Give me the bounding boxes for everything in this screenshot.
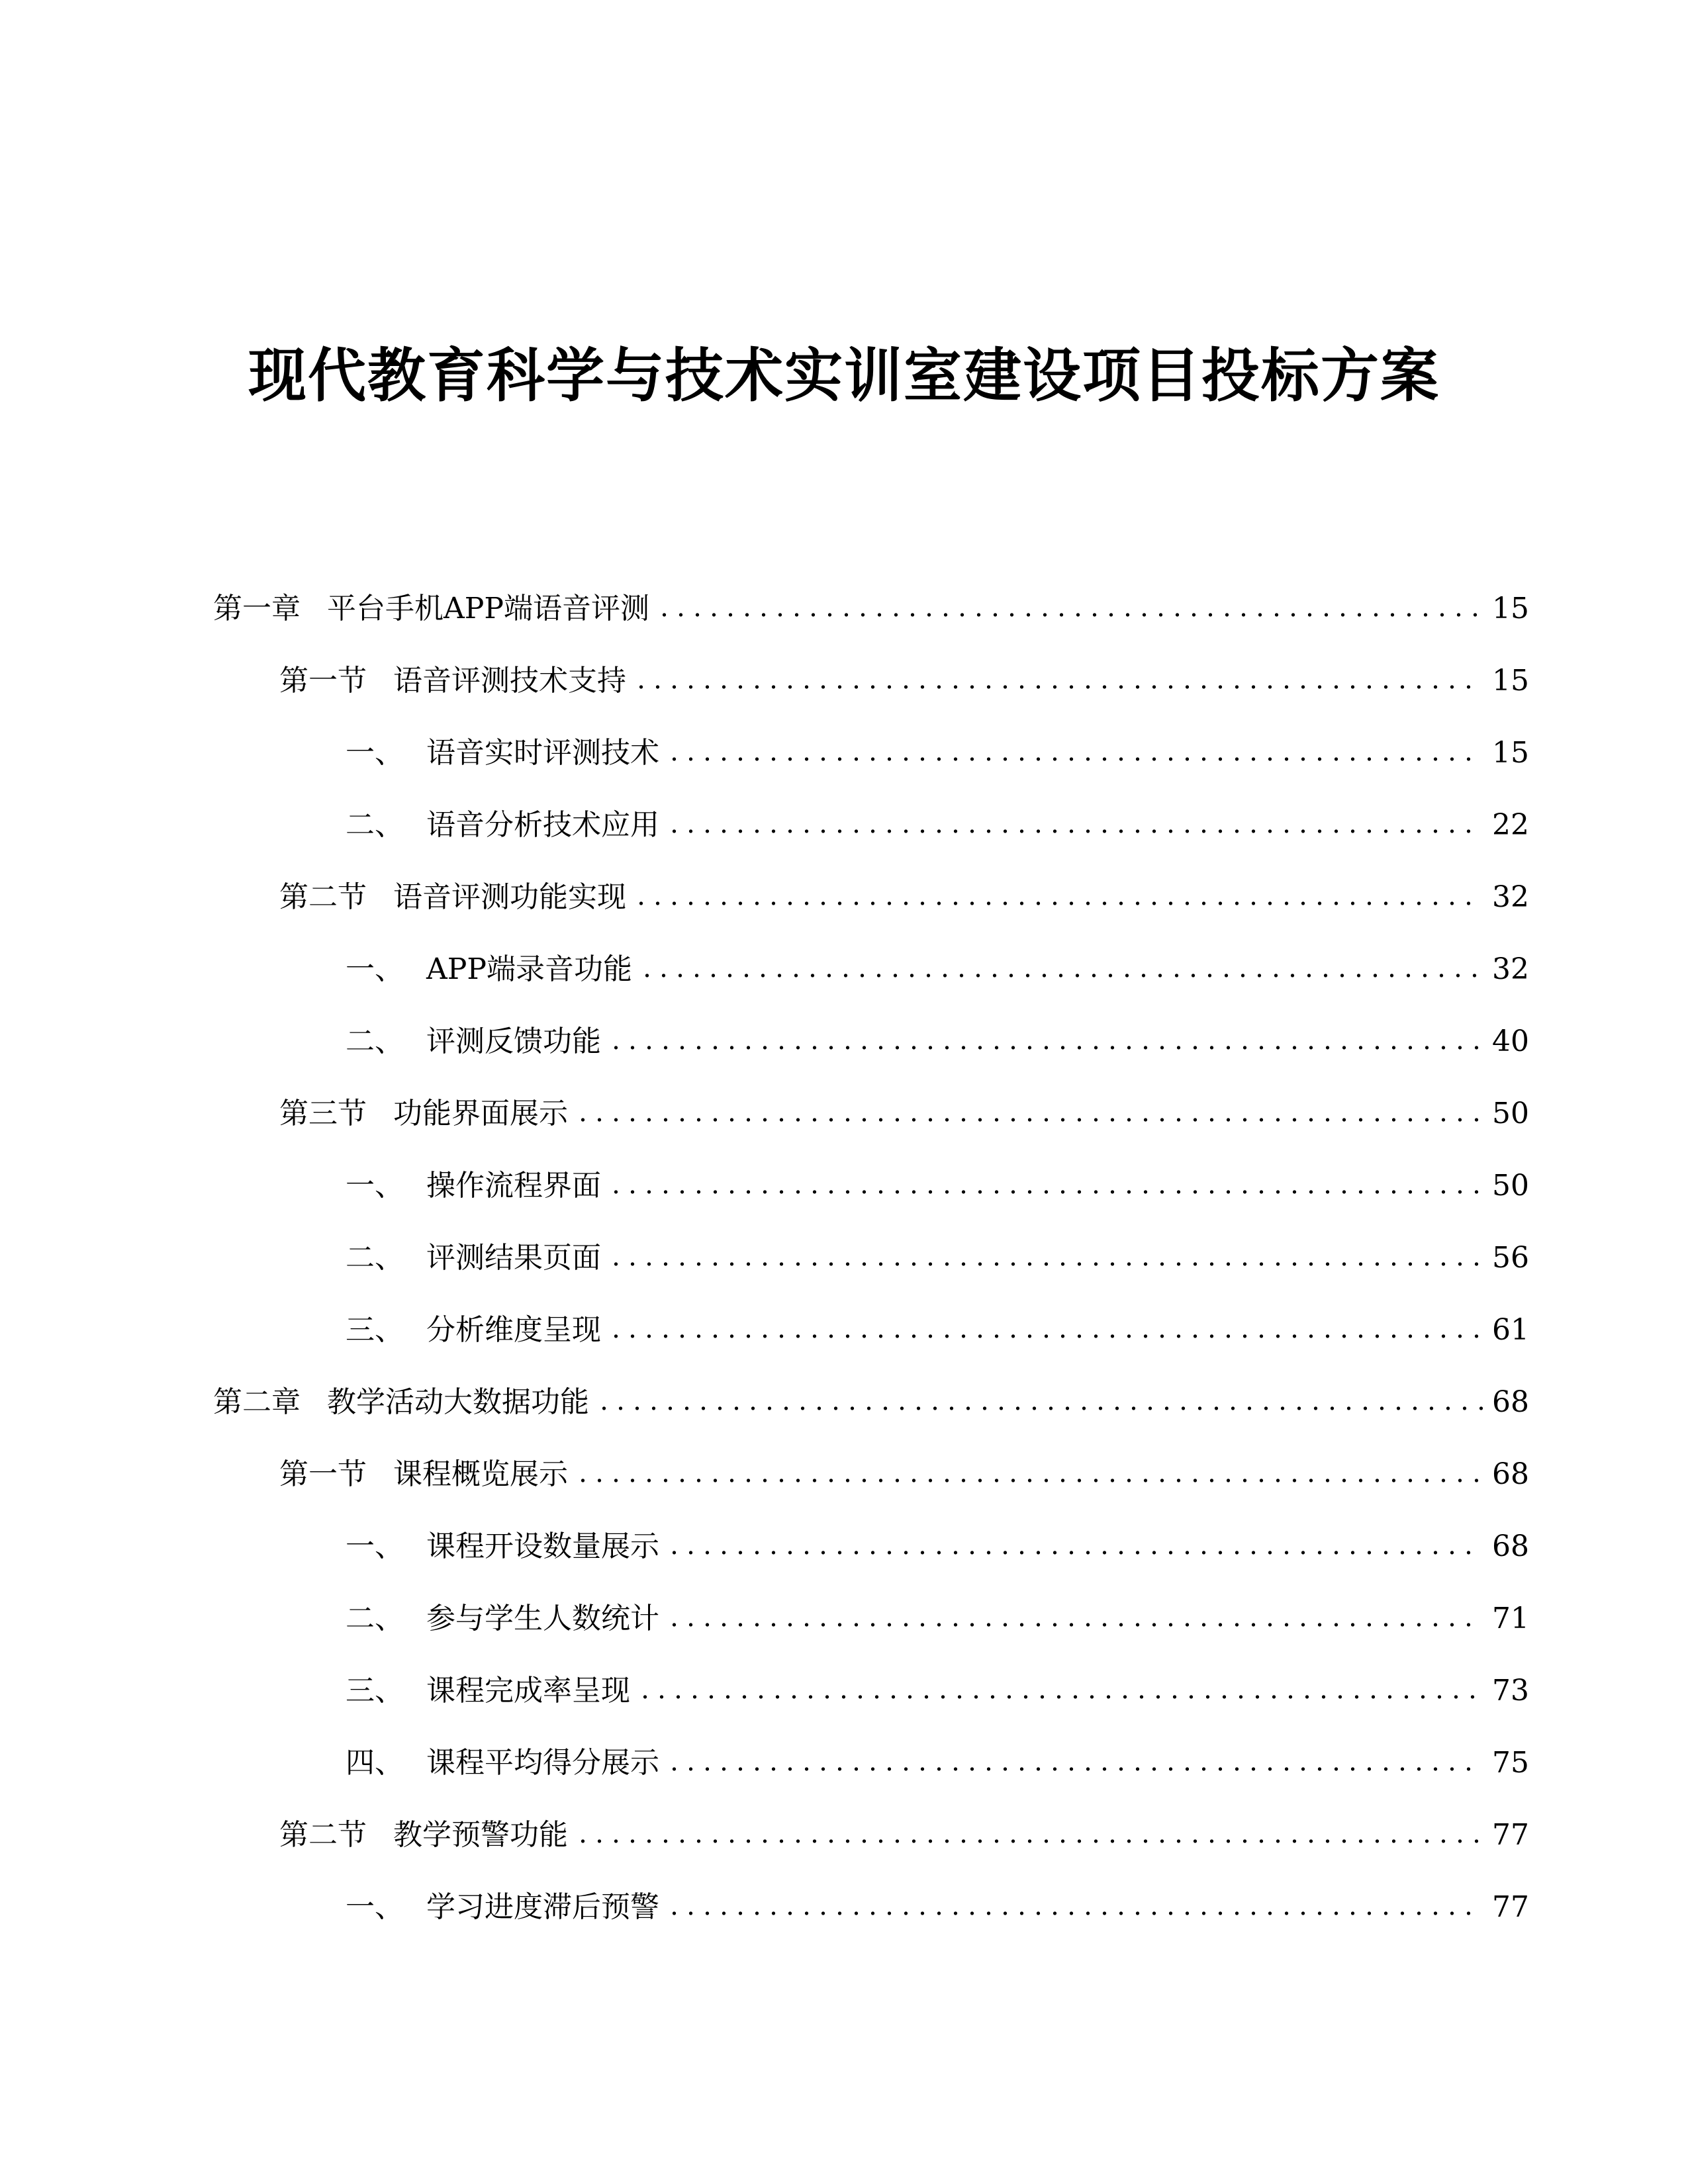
toc-entry-page: 71 (1492, 1602, 1529, 1635)
toc-entry-number: 第二节 (279, 1818, 367, 1852)
toc-entry[interactable] (346, 1742, 1529, 1784)
toc-entry[interactable] (279, 1453, 1529, 1496)
toc-entry-number: 一、 (346, 952, 404, 986)
dot-leader (608, 1334, 1483, 1338)
dot-leader (666, 1551, 1483, 1555)
toc-entry-title: 操作流程界面 (426, 1169, 601, 1203)
toc-entry-number: 三、 (346, 1313, 404, 1347)
toc-entry-title: 语音评测技术支持 (393, 664, 626, 698)
toc-entry-title: 参与学生人数统计 (426, 1602, 659, 1635)
toc-entry-title: 分析维度呈现 (426, 1313, 601, 1347)
toc-entry-page: 32 (1492, 880, 1529, 914)
dot-leader (666, 1767, 1483, 1771)
toc-entry-page: 68 (1492, 1385, 1529, 1419)
toc-entry-page: 15 (1492, 664, 1529, 698)
toc-entry[interactable] (279, 1814, 1529, 1856)
toc-entry-title: 课程完成率呈现 (426, 1674, 630, 1707)
toc-entry[interactable] (346, 1309, 1529, 1351)
toc-entry-page: 77 (1492, 1890, 1529, 1924)
toc-entry-page: 68 (1492, 1529, 1529, 1563)
toc-entry-page: 15 (1492, 592, 1529, 625)
toc-entry-page: 22 (1492, 808, 1529, 842)
toc-entry-number: 一、 (346, 736, 404, 770)
toc-entry-number: 第二节 (279, 880, 367, 914)
toc-entry[interactable] (279, 1093, 1529, 1135)
toc-entry-page: 56 (1492, 1241, 1529, 1275)
toc-entry[interactable] (213, 588, 1529, 630)
toc-entry-page: 40 (1492, 1024, 1529, 1058)
dot-leader (666, 1911, 1483, 1915)
toc-entry-title: 课程概览展示 (393, 1457, 568, 1491)
toc-entry-page: 61 (1492, 1313, 1529, 1347)
toc-entry[interactable] (346, 1886, 1529, 1929)
toc-entry-number: 一、 (346, 1529, 404, 1563)
toc-entry-page: 75 (1492, 1746, 1529, 1780)
toc-entry[interactable] (346, 948, 1529, 991)
toc-entry-number: 第一章 (213, 592, 301, 625)
toc-entry[interactable] (346, 1237, 1529, 1279)
toc-entry[interactable] (346, 1670, 1529, 1712)
toc-entry-number: 第一节 (279, 1457, 367, 1491)
toc-entry[interactable] (346, 1598, 1529, 1640)
toc-entry-page: 50 (1492, 1169, 1529, 1203)
toc-entry-page: 77 (1492, 1818, 1529, 1852)
toc-entry[interactable] (346, 1021, 1529, 1063)
toc-entry-page: 32 (1492, 952, 1529, 986)
dot-leader (575, 1118, 1483, 1122)
toc-entry[interactable] (213, 1381, 1529, 1424)
toc-entry-number: 第一节 (279, 664, 367, 698)
toc-entry-title: 功能界面展示 (393, 1097, 568, 1130)
toc-entry-number: 一、 (346, 1169, 404, 1203)
toc-entry-title: 教学预警功能 (393, 1818, 568, 1852)
dot-leader (639, 974, 1483, 978)
dot-leader (575, 1839, 1483, 1843)
toc-entry-number: 二、 (346, 1241, 404, 1275)
dot-leader (633, 901, 1483, 905)
dot-leader (608, 1262, 1483, 1266)
toc-entry-title: 平台手机APP端语音评测 (327, 592, 649, 625)
document-title: 现代教育科学与技术实训室建设项目投标方案 (248, 341, 1440, 410)
dot-leader (637, 1695, 1483, 1699)
toc-entry[interactable] (279, 876, 1529, 919)
toc-entry-number: 四、 (346, 1746, 404, 1780)
dot-leader (666, 829, 1483, 833)
toc-entry-title: 语音评测功能实现 (393, 880, 626, 914)
toc-entry-number: 二、 (346, 1602, 404, 1635)
dot-leader (608, 1190, 1483, 1194)
toc-entry-title: 课程开设数量展示 (426, 1529, 659, 1563)
toc-entry-number: 第二章 (213, 1385, 301, 1419)
toc-entry-page: 68 (1492, 1457, 1529, 1491)
dot-leader (633, 685, 1483, 689)
dot-leader (608, 1046, 1483, 1050)
dot-leader (596, 1406, 1483, 1410)
dot-leader (666, 1623, 1483, 1627)
dot-leader (575, 1479, 1483, 1482)
toc-entry-title: APP端录音功能 (426, 952, 632, 986)
toc-entry-title: 语音实时评测技术 (426, 736, 659, 770)
toc-entry-number: 二、 (346, 1024, 404, 1058)
dot-leader (666, 757, 1483, 761)
toc-entry-title: 评测结果页面 (426, 1241, 601, 1275)
toc-entry-page: 15 (1492, 736, 1529, 770)
toc-entry-title: 评测反馈功能 (426, 1024, 601, 1058)
toc-entry[interactable] (346, 1525, 1529, 1568)
toc-entry-title: 教学活动大数据功能 (327, 1385, 589, 1419)
toc-entry-number: 三、 (346, 1674, 404, 1707)
toc-entry-number: 第三节 (279, 1097, 367, 1130)
dot-leader (656, 613, 1483, 617)
toc-entry-title: 课程平均得分展示 (426, 1746, 659, 1780)
toc-entry-title: 语音分析技术应用 (426, 808, 659, 842)
toc-entry-page: 73 (1492, 1674, 1529, 1707)
toc-entry-number: 二、 (346, 808, 404, 842)
toc-entry[interactable] (279, 660, 1529, 702)
toc-entry-number: 一、 (346, 1890, 404, 1924)
toc-entry[interactable] (346, 732, 1529, 774)
toc-entry-title: 学习进度滞后预警 (426, 1890, 659, 1924)
toc-entry[interactable] (346, 1165, 1529, 1207)
toc-entry[interactable] (346, 804, 1529, 846)
toc-entry-page: 50 (1492, 1097, 1529, 1130)
